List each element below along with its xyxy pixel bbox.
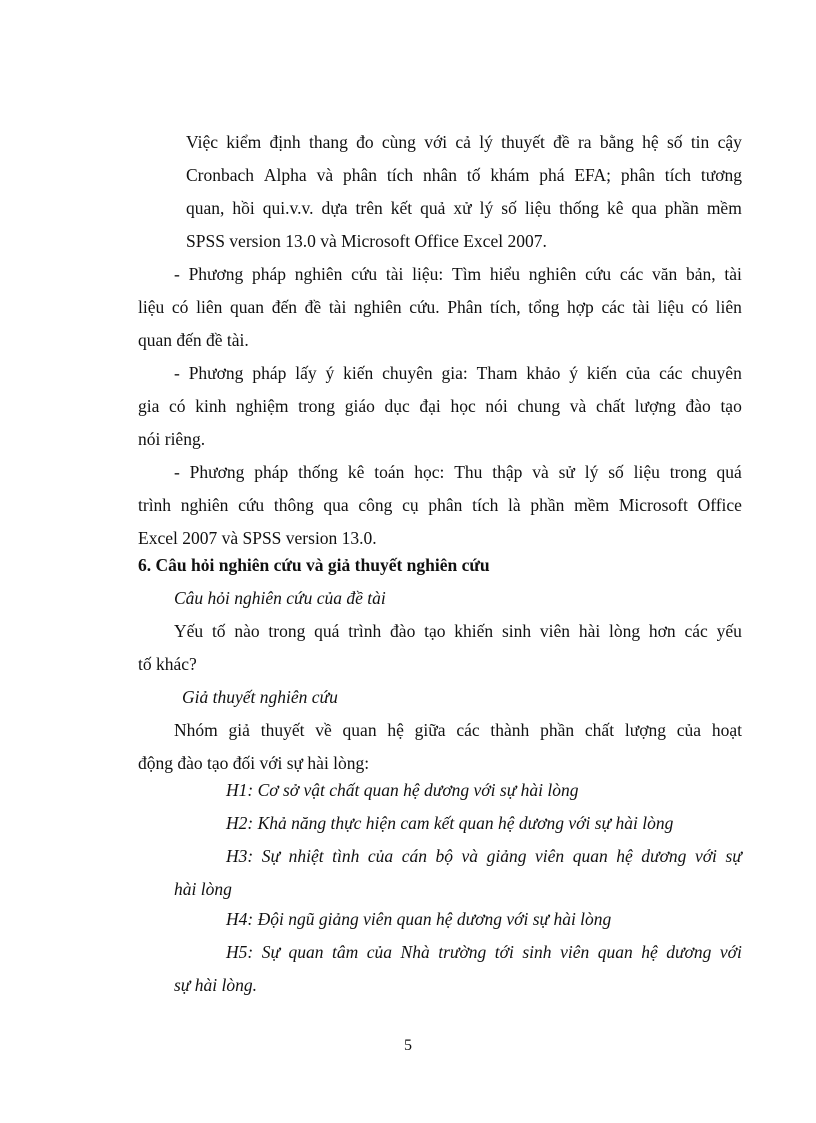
hypothesis-h3-line-2: hài lòng <box>174 879 232 899</box>
subheading-research-question: Câu hỏi nghiên cứu của đề tài <box>174 588 386 608</box>
hypothesis-h5-line-2: sự hài lòng. <box>174 975 257 995</box>
section-heading: 6. Câu hỏi nghiên cứu và giả thuyết nghiên cứu <box>138 555 490 575</box>
hypothesis-intro-line-1: Nhóm giả thuyết về quan hệ giữa các thành phần chất lượng của hoạt <box>174 720 742 740</box>
question-line-1: Yếu tố nào trong quá trình đào tạo khiến sinh viên hài lòng hơn các yếu <box>174 621 742 641</box>
para2-line-1: - Phương pháp nghiên cứu tài liệu: Tìm hiểu nghiên cứu các văn bản, tài <box>174 264 742 284</box>
page-number: 5 <box>404 1037 412 1054</box>
para3-line-1: - Phương pháp lấy ý kiến chuyên gia: Tham khảo ý kiến của các chuyên <box>174 363 742 383</box>
subheading-hypothesis: Giả thuyết nghiên cứu <box>182 687 338 707</box>
para4-line-2: trình nghiên cứu thông qua công cụ phân tích là phần mềm Microsoft Office <box>138 495 742 515</box>
hypothesis-intro-line-2: động đào tạo đối với sự hài lòng: <box>138 753 370 773</box>
para3-line-2: gia có kinh nghiệm trong giáo dục đại học nói chung và chất lượng đào tạo <box>138 396 742 416</box>
hypothesis-h4: H4: Đội ngũ giảng viên quan hệ dương với sự hài lòng <box>226 909 612 929</box>
para1-line-3: quan, hồi qui.v.v. dựa trên kết quả xử lý số liệu thống kê qua phần mềm <box>186 198 742 218</box>
para1-line-2: Cronbach Alpha và phân tích nhân tố khám phá EFA; phân tích tương <box>186 165 742 185</box>
para3-line-3: nói riêng. <box>138 429 206 449</box>
para1-line-1: Việc kiểm định thang đo cùng với cả lý thuyết đề ra bằng hệ số tin cậy <box>186 132 742 152</box>
para2-line-2: liệu có liên quan đến đề tài nghiên cứu. Phân tích, tổng hợp các tài liệu có liên <box>138 297 742 317</box>
para4-line-1: - Phương pháp thống kê toán học: Thu thập và sử lý số liệu trong quá <box>174 462 742 482</box>
hypothesis-h3-line-1: H3: Sự nhiệt tình của cán bộ và giảng viên quan hệ dương với sự <box>226 846 742 866</box>
para1-line-4: SPSS version 13.0 và Microsoft Office Excel 2007. <box>186 231 547 251</box>
question-line-2: tố khác? <box>138 654 197 674</box>
hypothesis-h1: H1: Cơ sở vật chất quan hệ dương với sự hài lòng <box>226 780 579 800</box>
hypothesis-h2: H2: Khả năng thực hiện cam kết quan hệ dương với sự hài lòng <box>226 813 674 833</box>
para4-line-3: Excel 2007 và SPSS version 13.0. <box>138 528 377 548</box>
hypothesis-h5-line-1: H5: Sự quan tâm của Nhà trường tới sinh viên quan hệ dương với <box>226 942 742 962</box>
para2-line-3: quan đến đề tài. <box>138 330 249 350</box>
